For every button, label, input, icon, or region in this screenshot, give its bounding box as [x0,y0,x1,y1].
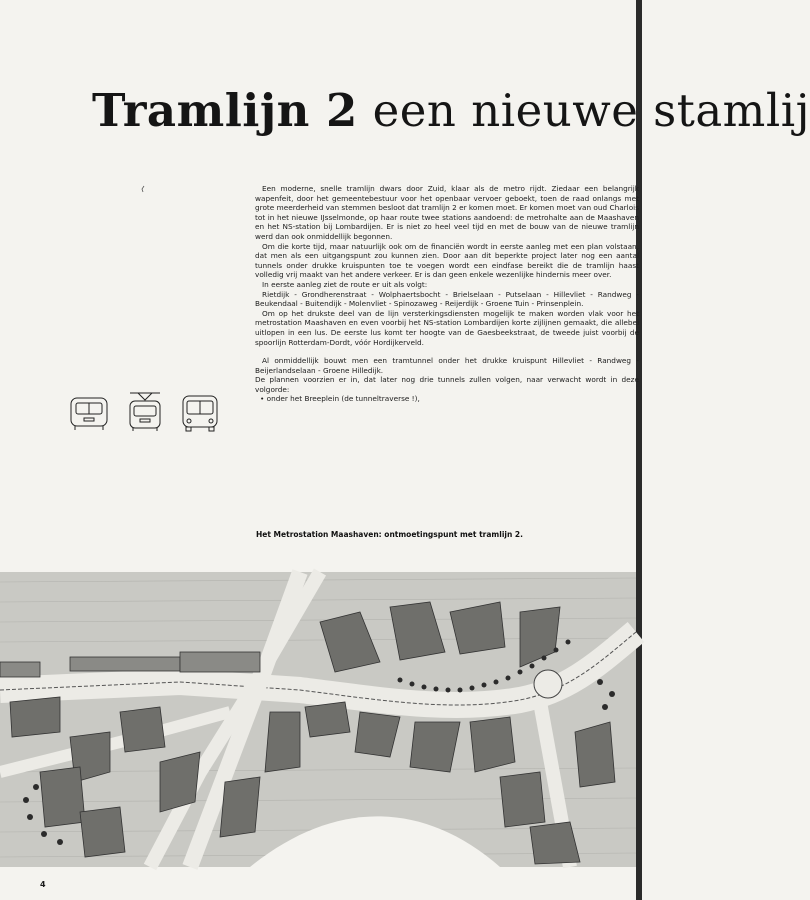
paragraph-tunnel: Al onmiddellijk bouwt men een tramtunnel onder het drukke kruispunt Hillevliet - Randweg - Beijerlandselaan - Groene Hilledijk. [255,356,639,375]
paragraph-route-intro: In eerste aanleg ziet de route er uit als volgt: [262,279,428,289]
title-bold: Tramlijn 2 [92,84,358,137]
paragraph-plans: De plannen voorzien er in, dat later nog drie tunnels zullen volgen, naar verwacht wordt in deze volgorde: [255,375,639,394]
paragraph-extra-services: Om op het drukste deel van de lijn versterkingsdiensten mogelijk te maken worden vlak voor het metrostation Maashaven en even voorbij het NS-station Lombardijen korte zijlijnen gemaakt, die allebei uitlopen in een lus. De eerste lus komt ter hoogte van de Gaesbeekstraat, de tweede juist voorbij de spoorlijn Rotterdam-Dordt, vóór Hordijkerveld. [255,308,639,347]
stray-mark [141,186,145,192]
tram-illustrations [68,392,228,432]
bus-front-icon [183,396,217,431]
tram-front-icon [71,398,107,430]
bullet-breeplein: • onder het Breeplein (de tunneltraverse !), [260,394,420,404]
site-plan-map [0,572,636,867]
page-title [92,84,810,137]
paragraph-intro: Een moderne, snelle tramlijn dwars door Zuid, klaar als de metro rijdt. Ziedaar een belangrijk wapenfeit, door het gemeentebestuur voor het openbaar vervoer geboekt, toen de raad onlangs met grote meerderheid van stemmen besloot dat tramlijn 2 er komen moet. Er komen moet van oud Charlois tot in het nieuwe IJsselmonde, op haar route twee stations aandoend: de metrohalte aan de Maashaven en het NS-station bij Lombardijen. Er is niet zo heel veel tijd en met de bouw van de nieuwe tramlijn werd dan ook onmiddellijk begonnen. [255,184,639,241]
paragraph-route-stops: Rietdijk - Grondherenstraat - Wolphaertsbocht - Brielselaan - Putselaan - Hillevliet - Randweg - Beukendaal - Buitendijk - Molenvliet - Spinozaweg - Reijerdijk - Groene Tuin - Prinsenplein. [255,289,639,309]
page-number: 4 [40,880,46,889]
map-caption: Het Metrostation Maashaven: ontmoetingspunt met tramlijn 2. [256,530,523,539]
tram-pantograph-icon [130,393,160,431]
title-rest: een nieuwe stamlij [357,84,810,137]
paragraph-plan: Om die korte tijd, maar natuurlijk ook om de financiën wordt in eerste aanleg met een plan volstaan, dat men als een uitgangspunt zou kunnen zien. Door aan dit beperkte project later nog een aantal tunnels onder drukke kruispunten toe te voegen wordt een eindfase bereikt die de tramlijn haast volledig vrij maakt van het andere verkeer. Er is dan geen enkele wezenlijke hindernis meer over. [255,241,639,280]
article-body [255,184,639,404]
roundabout [534,670,562,698]
